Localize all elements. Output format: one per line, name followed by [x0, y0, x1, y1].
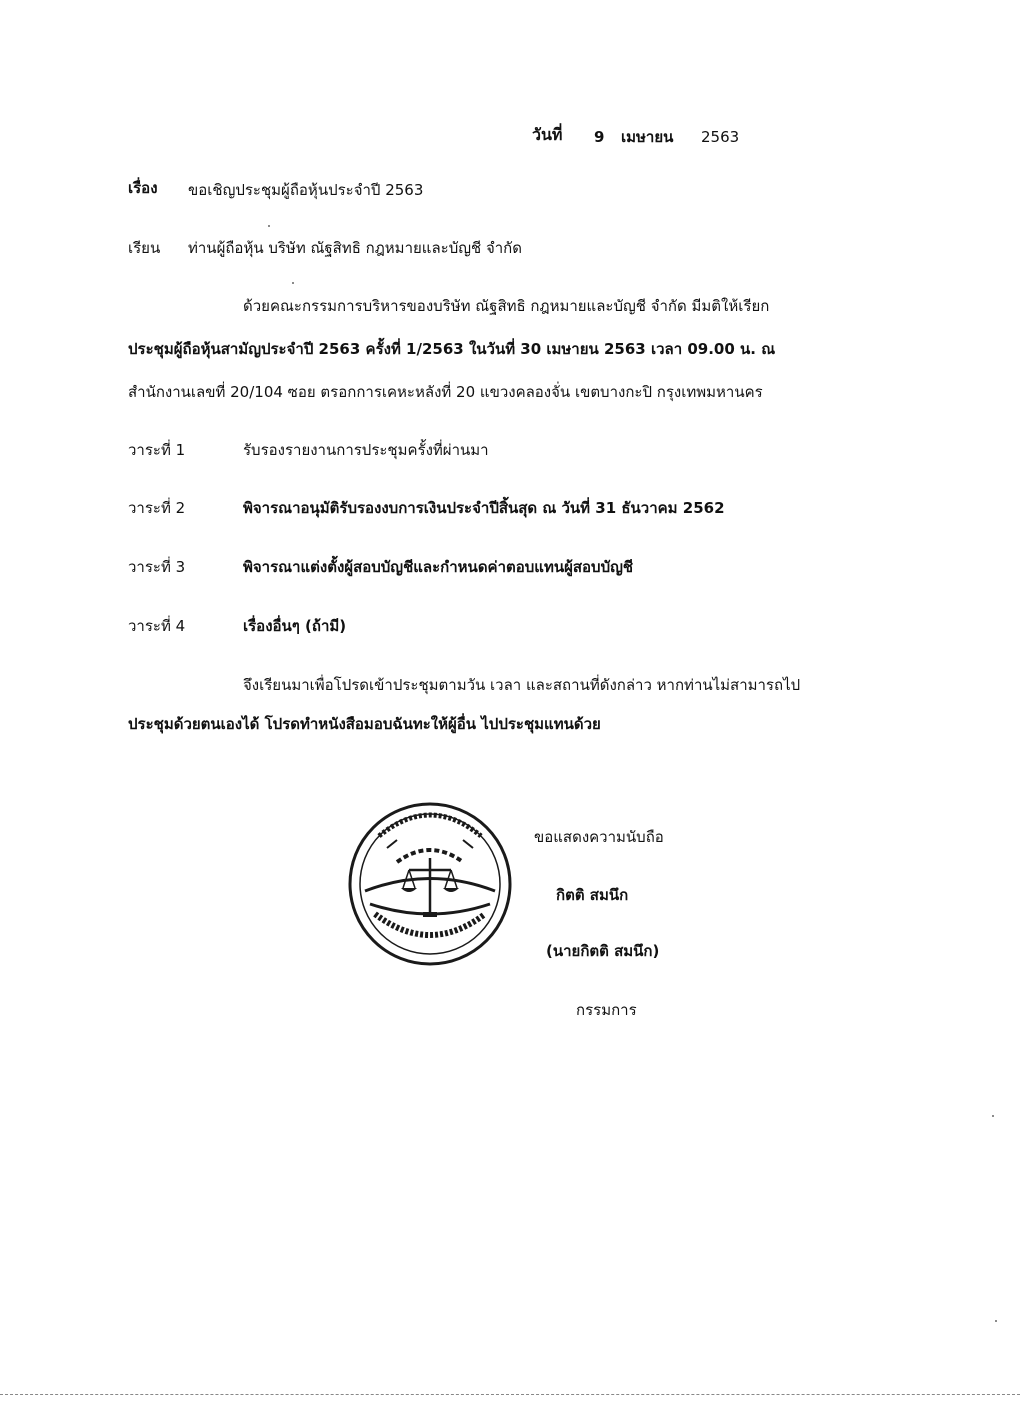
subject-text: ขอเชิญประชุมผู้ถือหุ้นประจำปี 2563 [188, 181, 424, 199]
printed-name: (นายกิตติ สมนึก) [546, 942, 660, 960]
scan-speck [292, 282, 294, 284]
agenda-text: เรื่องอื่นๆ (ถ้ามี) [243, 617, 347, 635]
closing-salutation: ขอแสดงความนับถือ [534, 828, 664, 846]
scan-speck [268, 225, 270, 227]
agenda-number: วาระที่ 2 [128, 499, 186, 517]
company-seal-icon [345, 796, 515, 976]
agenda-number: วาระที่ 1 [128, 441, 186, 459]
date-month: เมษายน [621, 128, 674, 146]
closing-paragraph-line-1: จึงเรียนมาเพื่อโปรดเข้าประชุมตามวัน เวลา และสถานที่ดังกล่าว หากท่านไม่สามารถไป [243, 676, 801, 694]
agenda-number: วาระที่ 3 [128, 558, 186, 576]
agenda-number: วาระที่ 4 [128, 617, 186, 635]
intro-line-1: ด้วยคณะกรรมการบริหารของบริษัท ณัฐสิทธิ กฎหมายและบัญชี จำกัด มีมติให้เรียก [243, 297, 770, 315]
recipient-text: ท่านผู้ถือหุ้น บริษัท ณัฐสิทธิ กฎหมายและบัญชี จำกัด [188, 239, 522, 257]
signature-name: กิตติ สมนึก [556, 886, 629, 904]
agenda-text: รับรองรายงานการประชุมครั้งที่ผ่านมา [243, 441, 489, 459]
agenda-text: พิจารณาอนุมัติรับรองงบการเงินประจำปีสิ้นสุด ณ วันที่ 31 ธันวาคม 2562 [243, 499, 725, 517]
scan-speck [992, 1115, 994, 1117]
intro-line-3: สำนักงานเลขที่ 20/104 ซอย ตรอกการเคหะหลังที่ 20 แขวงคลองจั่น เขตบางกะปิ กรุงเทพมหานคร [128, 383, 763, 401]
agenda-text: พิจารณาแต่งตั้งผู้สอบบัญชีและกำหนดค่าตอบแทนผู้สอบบัญชี [243, 558, 634, 576]
signatory-position: กรรมการ [576, 1001, 637, 1019]
scan-edge-line [0, 1394, 1020, 1395]
subject-label: เรื่อง [128, 179, 158, 197]
intro-line-2: ประชุมผู้ถือหุ้นสามัญประจำปี 2563 ครั้งที่ 1/2563 ในวันที่ 30 เมษายน 2563 เวลา 09.00 น. ณ [128, 340, 776, 358]
date-day: 9 [594, 128, 605, 146]
date-year: 2563 [701, 128, 740, 146]
date-label: วันที่ [532, 125, 563, 144]
recipient-label: เรียน [128, 239, 161, 257]
scan-speck [995, 1320, 997, 1322]
closing-paragraph-line-2: ประชุมด้วยตนเองได้ โปรดทำหนังสือมอบฉันทะให้ผู้อื่น ไปประชุมแทนด้วย [128, 715, 601, 733]
